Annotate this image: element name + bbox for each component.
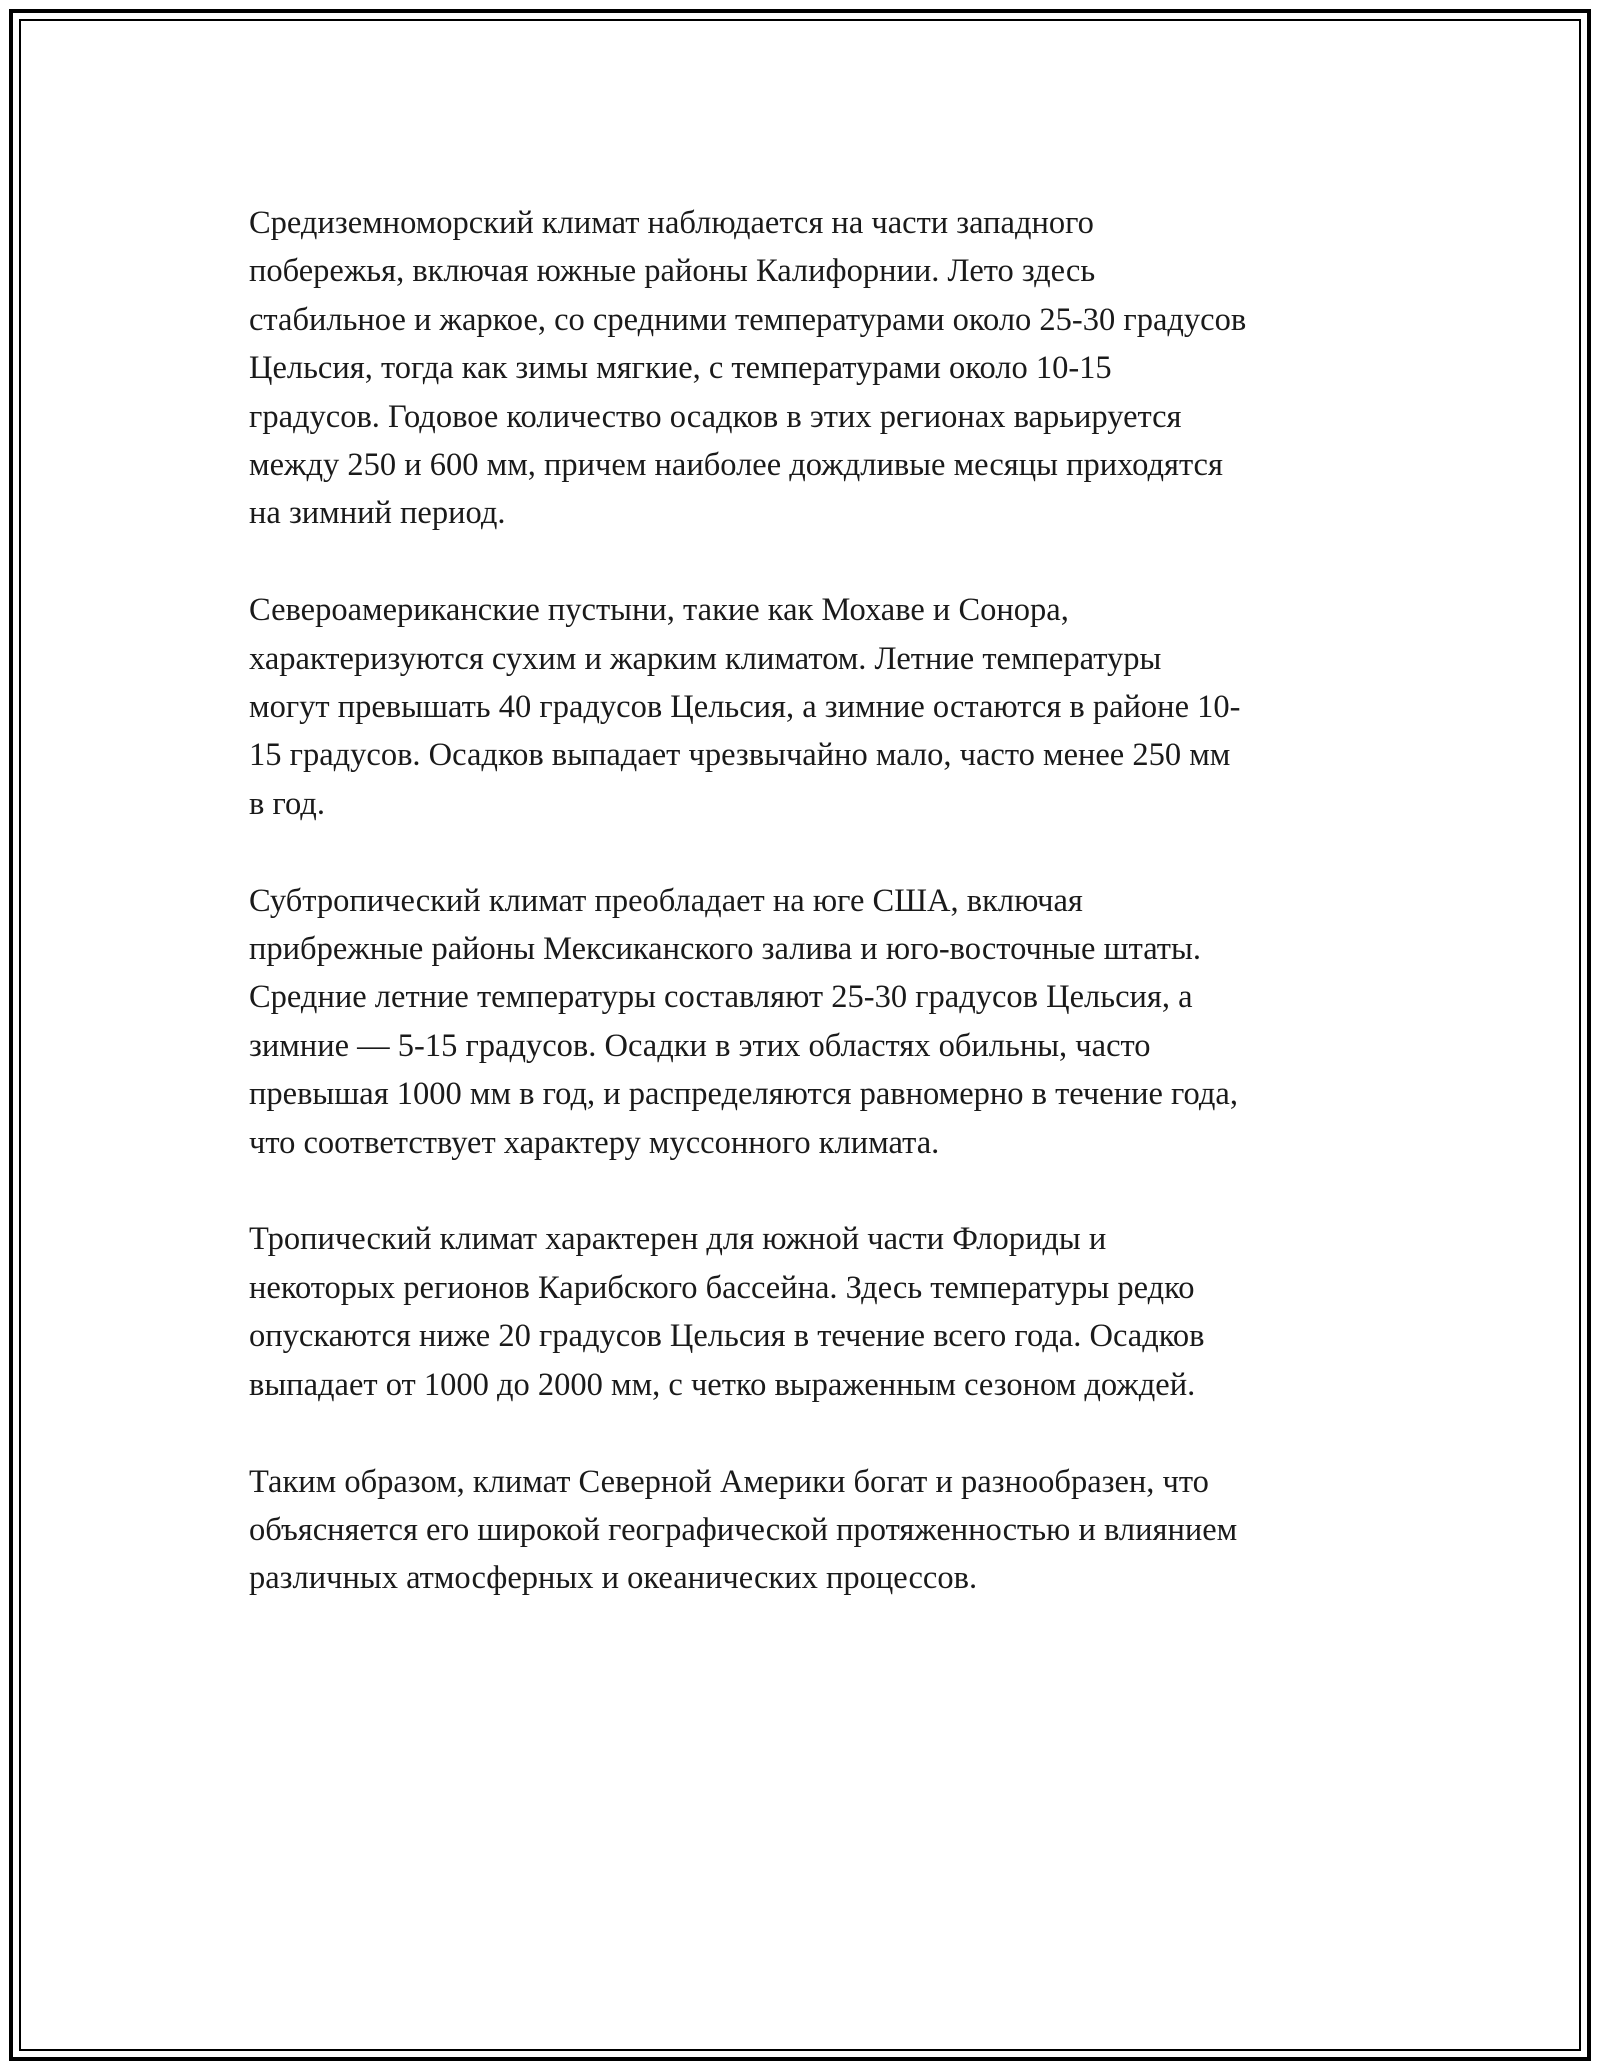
paragraph-subtropical-climate — [249, 877, 1399, 1167]
paragraph-conclusion — [249, 1458, 1399, 1603]
text-line: что соответствует характеру муссонного климата. — [249, 1124, 940, 1161]
text-line: в год. — [249, 785, 325, 822]
text-line: зимние — 5-15 градусов. Осадки в этих областях обильны, часто — [249, 1027, 1151, 1064]
text-line: прибрежные районы Мексиканского залива и юго-восточные штаты. — [249, 931, 1201, 968]
document-body — [249, 199, 1399, 1603]
text-line: характеризуются сухим и жарким климатом. Летние температуры — [249, 640, 1162, 677]
text-line: градусов. Годовое количество осадков в этих регионах варьируется — [249, 398, 1182, 435]
text-line: Таким образом, климат Северной Америки богат и разнообразен, что — [249, 1463, 1209, 1500]
text-line: Североамериканские пустыни, такие как Мохаве и Сонора, — [249, 592, 1069, 629]
text-line: объясняется его широкой географической протяженностью и влиянием — [249, 1511, 1238, 1548]
text-line: Средиземноморский климат наблюдается на части западного — [249, 205, 1094, 241]
text-line: некоторых регионов Карибского бассейна. Здесь температуры редко — [249, 1269, 1195, 1306]
text-line: стабильное и жаркое, со средними температурами около 25-30 градусов — [249, 301, 1247, 338]
text-line: Субтропический климат преобладает на юге США, включая — [249, 882, 1083, 919]
text-line: Тропический климат характерен для южной части Флориды и — [249, 1221, 1107, 1258]
text-line: превышая 1000 мм в год, и распределяются равномерно в течение года, — [249, 1076, 1238, 1113]
paragraph-desert-climate — [249, 586, 1399, 828]
text-line: могут превышать 40 градусов Цельсия, а зимние остаются в районе 10- — [249, 689, 1241, 726]
text-line: побережья, включая южные районы Калифорнии. Лето здесь — [249, 253, 1096, 290]
text-line: выпадает от 1000 до 2000 мм, с четко выраженным сезоном дождей. — [249, 1366, 1196, 1403]
text-line: Цельсия, тогда как зимы мягкие, с температурами около 10-15 — [249, 350, 1112, 387]
text-line: между 250 и 600 мм, причем наиболее дождливые месяцы приходятся — [249, 447, 1223, 484]
paragraph-mediterranean-climate — [249, 199, 1399, 538]
text-line: опускаются ниже 20 градусов Цельсия в течение всего года. Осадков — [249, 1318, 1205, 1355]
text-line: 15 градусов. Осадков выпадает чрезвычайно мало, часто менее 250 мм — [249, 737, 1231, 774]
text-line: различных атмосферных и океанических процессов. — [249, 1560, 978, 1597]
text-line: Средние летние температуры составляют 25-30 градусов Цельсия, а — [249, 979, 1193, 1016]
text-line: на зимний период. — [249, 495, 506, 532]
page-frame — [9, 9, 1591, 2061]
paragraph-tropical-climate — [249, 1215, 1399, 1409]
